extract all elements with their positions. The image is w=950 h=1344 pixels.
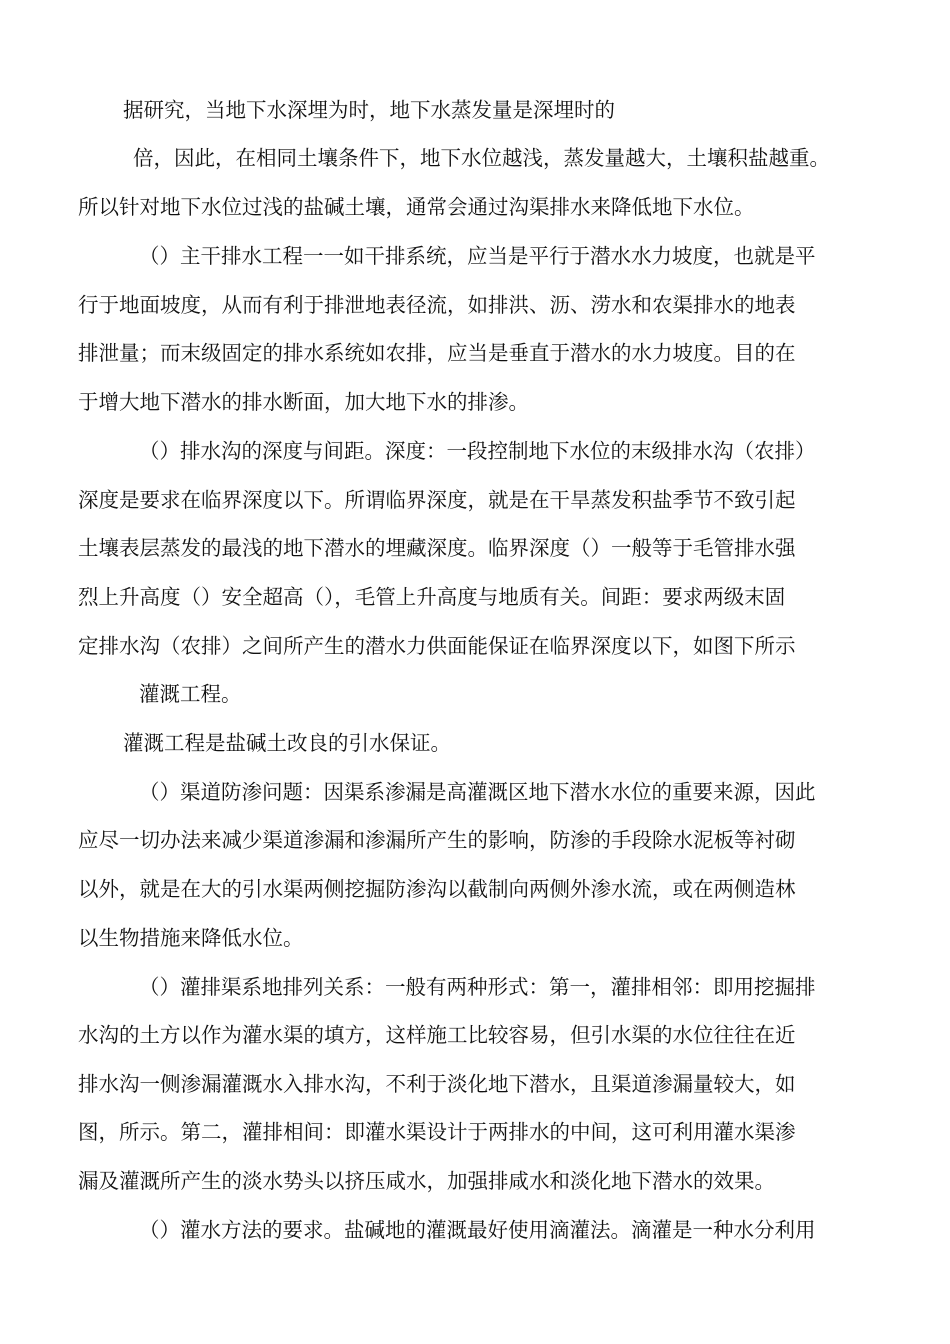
text-line: （）主干排水工程一一如干排系统，应当是平行于潜水水力坡度，也就是平 xyxy=(139,244,816,268)
text-line: 以生物措施来降低水位。 xyxy=(78,926,304,950)
text-line: 深度是要求在临界深度以下。所谓临界深度，就是在干旱蒸发积盐季节不致引起 xyxy=(78,488,796,512)
text-line: 所以针对地下水位过浅的盐碱土壤，通常会通过沟渠排水来降低地下水位。 xyxy=(78,195,755,219)
section-heading: 灌溉工程。 xyxy=(139,682,242,706)
text-line: 据研究，当地下水深埋为时，地下水蒸发量是深埋时的 xyxy=(123,98,615,122)
text-line: 烈上升高度（）安全超高（），毛管上升高度与地质有关。间距：要求两级末固 xyxy=(78,585,786,609)
text-line: 漏及灌溉所产生的淡水势头以挤压咸水，加强排咸水和淡化地下潜水的效果。 xyxy=(78,1169,775,1193)
text-line: （）渠道防渗问题：因渠系渗漏是高灌溉区地下潜水水位的重要来源，因此 xyxy=(139,780,816,804)
text-line: 排水沟一侧渗漏灌溉水入排水沟，不利于淡化地下潜水，且渠道渗漏量较大，如 xyxy=(78,1072,796,1096)
text-line: 灌溉工程是盐碱土改良的引水保证。 xyxy=(123,731,451,755)
text-line: （）灌排渠系地排列关系：一般有两种形式：第一，灌排相邻：即用挖掘排 xyxy=(139,975,816,999)
text-line: 定排水沟（农排）之间所产生的潜水力供面能保证在临界深度以下，如图下所示 xyxy=(78,634,796,658)
text-line: 应尽一切办法来减少渠道渗漏和渗漏所产生的影响，防渗的手段除水泥板等衬砌 xyxy=(78,828,796,852)
text-line: 于增大地下潜水的排水断面，加大地下水的排渗。 xyxy=(78,390,529,414)
text-line: （）灌水方法的要求。盐碱地的灌溉最好使用滴灌法。滴灌是一种水分利用 xyxy=(139,1218,816,1242)
text-line: 图，所示。第二，灌排相间：即灌水渠设计于两排水的中间，这可利用灌水渠渗 xyxy=(78,1120,796,1144)
text-line: 土壤表层蒸发的最浅的地下潜水的埋藏深度。临界深度（）一般等于毛管排水强 xyxy=(78,536,796,560)
text-line: 以外，就是在大的引水渠两侧挖掘防渗沟以截制向两侧外渗水流，或在两侧造林 xyxy=(78,877,796,901)
text-line: 倍，因此，在相同土壤条件下，地下水位越浅，蒸发量越大，土壤积盐越重。 xyxy=(133,146,830,170)
text-line: （）排水沟的深度与间距。深度：一段控制地下水位的末级排水沟（农排） xyxy=(139,439,816,463)
text-line: 行于地面坡度，从而有利于排泄地表径流，如排洪、沥、涝水和农渠排水的地表 xyxy=(78,293,796,317)
text-line: 水沟的土方以作为灌水渠的填方，这样施工比较容易，但引水渠的水位往往在近 xyxy=(78,1023,796,1047)
text-line: 排泄量；而末级固定的排水系统如农排，应当是垂直于潜水的水力坡度。目的在 xyxy=(78,341,796,365)
